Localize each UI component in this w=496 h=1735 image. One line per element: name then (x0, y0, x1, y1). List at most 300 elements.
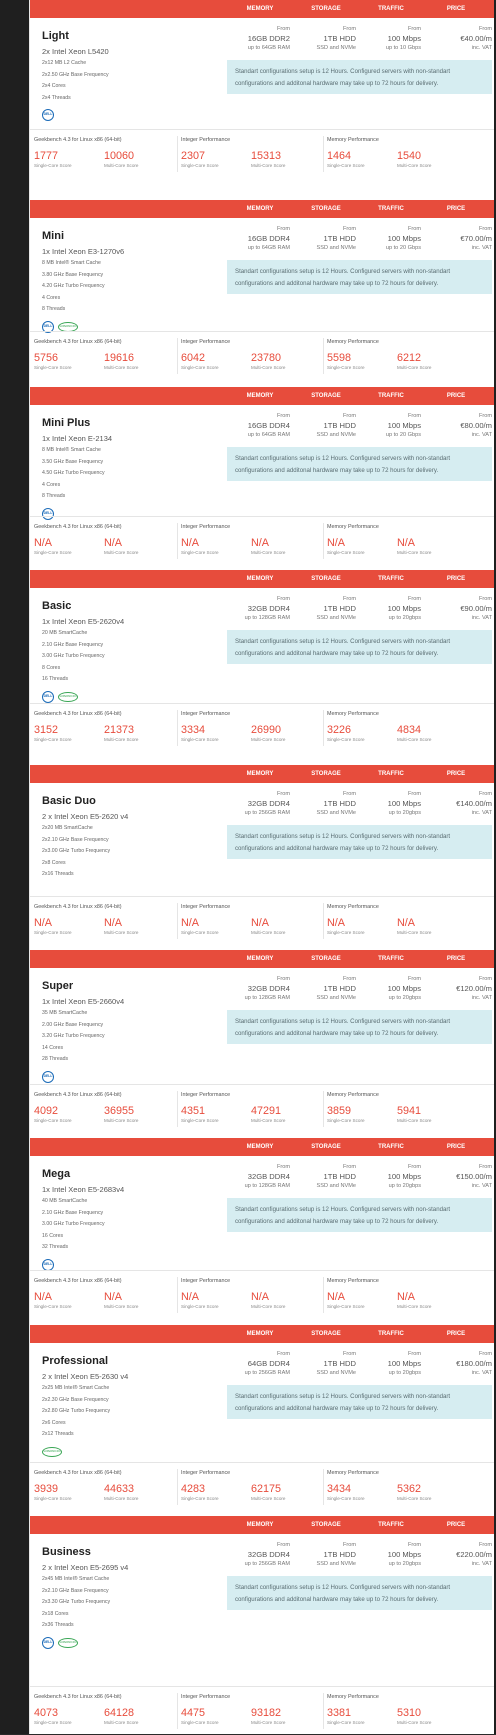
traffic-sub: up to 20gbps (388, 995, 421, 1001)
dell-logo: DELL (42, 321, 54, 333)
table-header (30, 200, 495, 218)
traffic-sub: up to 20 Gbps (385, 432, 421, 438)
storage-value: 1TB HDD (323, 34, 356, 43)
memory-header: MEMORY (246, 1331, 274, 1337)
price-sub: inc. VAT (471, 432, 492, 438)
storage-header: STORAGE (311, 1522, 341, 1528)
supermicro-logo: SUPERMICRO (58, 1638, 78, 1648)
memory_perf-title: Memory Performance (327, 524, 379, 530)
memory_perf-multi-score: 4834 (397, 724, 422, 736)
table-header (30, 1516, 495, 1534)
single-core-label: Single-Core Score (181, 365, 219, 370)
spec-item: 14 Cores (42, 1044, 64, 1051)
storage-value: 1TB HDD (323, 984, 356, 993)
memory_perf-title: Memory Performance (327, 1278, 379, 1284)
table-header (30, 0, 495, 18)
memory-sub: up to 64GB RAM (247, 45, 290, 51)
benchmark-divider (177, 136, 178, 172)
memory-sub: up to 64GB RAM (247, 245, 290, 251)
from-label: From (478, 791, 492, 797)
cpu-specs (42, 1383, 110, 1441)
memory-header: MEMORY (246, 206, 274, 212)
memory_perf-single-score: 3226 (327, 724, 352, 736)
spec-item: 4 Cores (42, 294, 61, 301)
traffic-value: 100 Mbps (387, 799, 421, 808)
benchmark-divider (323, 903, 324, 939)
memory-sub: up to 256GB RAM (244, 1561, 290, 1567)
spec-item: 2x12 MB L2 Cache (42, 60, 87, 66)
server-name: Mega (42, 1168, 71, 1180)
integer-multi-score: 15313 (251, 150, 282, 162)
spec-item: 2.10 GHz Base Frequency (42, 1209, 104, 1216)
spec-item: 8 MB Intel® Smart Cache (42, 260, 101, 266)
single-core-label: Single-Core Score (181, 1720, 219, 1725)
integer-single-score: 4351 (181, 1105, 206, 1117)
from-label: From (276, 413, 290, 419)
server-card (30, 1325, 495, 1510)
geekbench-title: Geekbench 4.3 for Linux x86 (64-bit) (34, 904, 122, 910)
single-core-label: Single-Core Score (34, 550, 72, 555)
benchmark-row (30, 129, 495, 178)
spec-item: 8 Cores (42, 664, 61, 671)
integer-multi-score: N/A (251, 917, 269, 929)
spec-item: 2x18 Cores (42, 1610, 69, 1617)
integer-title: Integer Performance (181, 904, 231, 910)
from-label: From (478, 596, 492, 602)
table-header (30, 765, 495, 783)
spec-item: 2x2.30 GHz Base Frequency (42, 1396, 109, 1403)
multi-core-label: Multi-Core Score (104, 737, 139, 742)
storage-header: STORAGE (311, 956, 341, 962)
vendor-logos (42, 1068, 58, 1080)
price-sub: inc. VAT (471, 1561, 492, 1567)
memory_perf-multi-score: 5941 (397, 1105, 422, 1117)
price-header: PRICE (446, 771, 466, 777)
single-core-label: Single-Core Score (327, 1118, 365, 1123)
from-label: From (407, 1164, 421, 1170)
multi-core-label: Multi-Core Score (397, 1304, 432, 1309)
integer-single-score: 2307 (181, 150, 206, 162)
memory_perf-single-score: 3859 (327, 1105, 352, 1117)
memory_perf-multi-score: N/A (397, 1291, 415, 1303)
price-header: PRICE (446, 206, 466, 212)
vendor-logos (42, 1256, 58, 1268)
spec-item: 2.00 GHz Base Frequency (42, 1021, 104, 1028)
benchmark-divider (323, 338, 324, 374)
geekbench-title: Geekbench 4.3 for Linux x86 (64-bit) (34, 1278, 122, 1284)
cpu-specs (42, 628, 105, 686)
server-card (30, 387, 495, 564)
spec-item: 32 Threads (42, 1244, 69, 1251)
geekbench-single-score: 3939 (34, 1483, 59, 1495)
memory-header: MEMORY (246, 1144, 274, 1150)
multi-core-label: Multi-Core Score (251, 550, 286, 555)
spec-item: 2x3.30 GHz Turbo Frequency (42, 1599, 111, 1606)
geekbench-single-score: N/A (34, 537, 52, 549)
cpu-specs (42, 1574, 110, 1632)
geekbench-title: Geekbench 4.3 for Linux x86 (64-bit) (34, 1092, 122, 1098)
spec-item: 2x25 MB Intel® Smart Cache (42, 1385, 110, 1391)
price-header: PRICE (446, 6, 466, 12)
multi-core-label: Multi-Core Score (251, 1304, 286, 1309)
single-core-label: Single-Core Score (327, 1496, 365, 1501)
traffic-sub: up to 20gbps (388, 1183, 421, 1189)
multi-core-label: Multi-Core Score (397, 365, 432, 370)
single-core-label: Single-Core Score (181, 163, 219, 168)
multi-core-label: Multi-Core Score (251, 737, 286, 742)
geekbench-multi-score: N/A (104, 537, 122, 549)
memory_perf-title: Memory Performance (327, 339, 379, 345)
benchmark-divider (177, 1091, 178, 1127)
cpu-model: 2 x Intel Xeon E5-2630 v4 (42, 1372, 129, 1381)
table-header (30, 1325, 495, 1343)
cpu-model: 1x Intel Xeon E3-1270v6 (42, 247, 125, 256)
spec-item: 3.80 GHz Base Frequency (42, 271, 104, 278)
table-header (30, 570, 495, 588)
storage-sub: SSD and NVMe (316, 432, 356, 438)
integer-title: Integer Performance (181, 524, 231, 530)
spec-item: 3.00 GHz Turbo Frequency (42, 1221, 105, 1228)
from-label: From (342, 226, 356, 232)
spec-item: 2x2.10 GHz Base Frequency (42, 1587, 109, 1594)
delivery-notice: Standart configurations setup is 12 Hours. Configured servers with non-standart configurations and additonal hardware may take up to 72 hours for delivery. (227, 447, 492, 481)
benchmark-divider (323, 710, 324, 746)
price-value: €120.00/m (456, 984, 492, 993)
from-label: From (276, 1164, 290, 1170)
memory_perf-multi-score: 5310 (397, 1707, 422, 1719)
storage-sub: SSD and NVMe (316, 1370, 356, 1376)
price-value: €180.00/m (456, 1359, 492, 1368)
server-name: Basic (42, 600, 72, 612)
benchmark-divider (323, 523, 324, 559)
memory_perf-multi-score: 6212 (397, 352, 422, 364)
storage-value: 1TB HDD (323, 799, 356, 808)
traffic-value: 100 Mbps (387, 421, 421, 430)
benchmark-row (30, 331, 495, 380)
geekbench-single-score: 4092 (34, 1105, 59, 1117)
price-value: €90.00/m (460, 604, 492, 613)
cpu-specs (42, 823, 110, 881)
memory-value: 32GB DDR4 (247, 984, 290, 993)
multi-core-label: Multi-Core Score (104, 163, 139, 168)
traffic-header: TRAFFIC (378, 1144, 404, 1150)
memory_perf-single-score: N/A (327, 1291, 345, 1303)
from-label: From (407, 1542, 421, 1548)
cpu-specs (42, 58, 109, 104)
spec-item: 2x12 Threads (42, 1431, 74, 1438)
benchmark-divider (177, 338, 178, 374)
memory_perf-title: Memory Performance (327, 1470, 379, 1476)
multi-core-label: Multi-Core Score (397, 163, 432, 168)
single-core-label: Single-Core Score (181, 1496, 219, 1501)
from-label: From (342, 1542, 356, 1548)
price-sub: inc. VAT (471, 45, 492, 51)
single-core-label: Single-Core Score (327, 1720, 365, 1725)
single-core-label: Single-Core Score (327, 737, 365, 742)
from-label: From (342, 1351, 356, 1357)
memory-value: 32GB DDR4 (247, 1172, 290, 1181)
integer-single-score: 3334 (181, 724, 206, 736)
single-core-label: Single-Core Score (34, 1720, 72, 1725)
supermicro-logo: SUPERMICRO (58, 322, 78, 332)
from-label: From (276, 791, 290, 797)
memory_perf-single-score: 3381 (327, 1707, 352, 1719)
spec-item: 8 MB Intel® Smart Cache (42, 447, 101, 453)
from-label: From (407, 226, 421, 232)
from-label: From (342, 1164, 356, 1170)
cpu-model: 2 x Intel Xeon E5-2620 v4 (42, 812, 129, 821)
memory_perf-single-score: 1464 (327, 150, 352, 162)
price-sub: inc. VAT (471, 1370, 492, 1376)
geekbench-single-score: 5756 (34, 352, 59, 364)
dell-logo: DELL (42, 691, 54, 703)
server-name: Super (42, 980, 74, 992)
server-card (30, 765, 495, 944)
benchmark-divider (177, 1693, 178, 1729)
server-card (30, 200, 495, 379)
cpu-specs (42, 1196, 105, 1254)
single-core-label: Single-Core Score (34, 365, 72, 370)
memory_perf-multi-score: 5362 (397, 1483, 422, 1495)
geekbench-single-score: N/A (34, 1291, 52, 1303)
integer-multi-score: N/A (251, 1291, 269, 1303)
spec-item: 2x8 Cores (42, 859, 66, 866)
geekbench-title: Geekbench 4.3 for Linux x86 (64-bit) (34, 1470, 122, 1476)
server-name: Professional (42, 1355, 109, 1367)
integer-single-score: N/A (181, 1291, 199, 1303)
single-core-label: Single-Core Score (327, 930, 365, 935)
cpu-model: 1x Intel Xeon E5-2683v4 (42, 1185, 125, 1194)
server-card (30, 1516, 495, 1734)
server-name: Mini (42, 230, 64, 242)
geekbench-single-score: 1777 (34, 150, 59, 162)
price-sub: inc. VAT (471, 245, 492, 251)
price-sub: inc. VAT (471, 1183, 492, 1189)
from-label: From (276, 976, 290, 982)
from-label: From (342, 413, 356, 419)
table-header (30, 950, 495, 968)
geekbench-multi-score: 21373 (104, 724, 135, 736)
from-label: From (478, 413, 492, 419)
geekbench-title: Geekbench 4.3 for Linux x86 (64-bit) (34, 711, 122, 717)
memory-value: 32GB DDR4 (247, 1550, 290, 1559)
multi-core-label: Multi-Core Score (104, 1720, 139, 1725)
multi-core-label: Multi-Core Score (397, 550, 432, 555)
geekbench-multi-score: 36955 (104, 1105, 135, 1117)
memory-value: 16GB DDR4 (247, 421, 290, 430)
integer-title: Integer Performance (181, 137, 231, 143)
price-sub: inc. VAT (471, 995, 492, 1001)
integer-single-score: N/A (181, 917, 199, 929)
geekbench-multi-score: 44633 (104, 1483, 135, 1495)
integer-multi-score: 23780 (251, 352, 282, 364)
spec-item: 3.50 GHz Base Frequency (42, 458, 104, 465)
benchmark-divider (177, 1277, 178, 1313)
multi-core-label: Multi-Core Score (397, 737, 432, 742)
memory-value: 16GB DDR2 (247, 34, 290, 43)
spec-item: 8 Threads (42, 493, 66, 500)
spec-item: 2x36 Threads (42, 1622, 74, 1629)
spec-item: 40 MB SmartCache (42, 1198, 88, 1204)
geekbench-multi-score: 10060 (104, 150, 135, 162)
geekbench-title: Geekbench 4.3 for Linux x86 (64-bit) (34, 137, 122, 143)
memory_perf-single-score: N/A (327, 917, 345, 929)
geekbench-multi-score: N/A (104, 1291, 122, 1303)
from-label: From (342, 596, 356, 602)
traffic-value: 100 Mbps (387, 34, 421, 43)
multi-core-label: Multi-Core Score (104, 1118, 139, 1123)
from-label: From (407, 791, 421, 797)
spec-item: 2x6 Cores (42, 1419, 66, 1426)
single-core-label: Single-Core Score (34, 1496, 72, 1501)
price-value: €150.00/m (456, 1172, 492, 1181)
server-name: Mini Plus (42, 417, 91, 429)
from-label: From (407, 413, 421, 419)
memory-header: MEMORY (246, 771, 274, 777)
multi-core-label: Multi-Core Score (104, 365, 139, 370)
single-core-label: Single-Core Score (34, 163, 72, 168)
multi-core-label: Multi-Core Score (104, 1496, 139, 1501)
cpu-model: 1x Intel Xeon E-2134 (42, 434, 113, 443)
memory-sub: up to 128GB RAM (244, 995, 290, 1001)
geekbench-title: Geekbench 4.3 for Linux x86 (64-bit) (34, 524, 122, 530)
integer-title: Integer Performance (181, 711, 231, 717)
memory-value: 32GB DDR4 (247, 799, 290, 808)
price-header: PRICE (446, 1144, 466, 1150)
server-card (30, 0, 495, 177)
multi-core-label: Multi-Core Score (397, 1118, 432, 1123)
geekbench-single-score: 3152 (34, 724, 59, 736)
memory_perf-multi-score: 1540 (397, 150, 422, 162)
price-value: €140.00/m (456, 799, 492, 808)
spec-item: 2.10 GHz Base Frequency (42, 641, 104, 648)
multi-core-label: Multi-Core Score (251, 163, 286, 168)
geekbench-single-score: N/A (34, 917, 52, 929)
from-label: From (407, 1351, 421, 1357)
delivery-notice: Standart configurations setup is 12 Hours. Configured servers with non-standart configurations and additonal hardware may take up to 72 hours for delivery. (227, 60, 492, 94)
integer-multi-score: 93182 (251, 1707, 282, 1719)
memory_perf-title: Memory Performance (327, 904, 379, 910)
traffic-value: 100 Mbps (387, 984, 421, 993)
integer-single-score: 4283 (181, 1483, 206, 1495)
integer-multi-score: 62175 (251, 1483, 282, 1495)
memory-header: MEMORY (246, 1522, 274, 1528)
single-core-label: Single-Core Score (34, 737, 72, 742)
traffic-value: 100 Mbps (387, 1172, 421, 1181)
traffic-header: TRAFFIC (378, 956, 404, 962)
storage-header: STORAGE (311, 576, 341, 582)
traffic-sub: up to 20 Gbps (385, 245, 421, 251)
spec-item: 3.00 GHz Turbo Frequency (42, 653, 105, 660)
cpu-model: 2 x Intel Xeon E5-2695 v4 (42, 1563, 129, 1572)
integer-multi-score: N/A (251, 537, 269, 549)
from-label: From (478, 1164, 492, 1170)
server-list (29, 0, 494, 1734)
integer-multi-score: 47291 (251, 1105, 282, 1117)
benchmark-row (30, 1686, 495, 1735)
from-label: From (276, 596, 290, 602)
traffic-value: 100 Mbps (387, 234, 421, 243)
memory-header: MEMORY (246, 956, 274, 962)
traffic-sub: up to 20gbps (388, 615, 421, 621)
supermicro-logo: SUPERMICRO (42, 1447, 62, 1457)
multi-core-label: Multi-Core Score (251, 1496, 286, 1501)
spec-item: 2x45 MB Intel® Smart Cache (42, 1576, 110, 1582)
spec-item: 4.20 GHz Turbo Frequency (42, 283, 105, 290)
spec-item: 4 Cores (42, 481, 61, 488)
benchmark-row (30, 896, 495, 945)
traffic-value: 100 Mbps (387, 1550, 421, 1559)
multi-core-label: Multi-Core Score (397, 1496, 432, 1501)
delivery-notice: Standart configurations setup is 12 Hours. Configured servers with non-standart configurations and additonal hardware may take up to 72 hours for delivery. (227, 825, 492, 859)
integer-single-score: 6042 (181, 352, 206, 364)
storage-sub: SSD and NVMe (316, 1561, 356, 1567)
memory_perf-single-score: 5598 (327, 352, 352, 364)
storage-sub: SSD and NVMe (316, 995, 356, 1001)
vendor-logos (42, 1443, 66, 1455)
from-label: From (342, 976, 356, 982)
single-core-label: Single-Core Score (34, 1304, 72, 1309)
memory_perf-single-score: N/A (327, 537, 345, 549)
server-name: Basic Duo (42, 795, 96, 807)
price-header: PRICE (446, 1522, 466, 1528)
benchmark-row (30, 1270, 495, 1319)
geekbench-single-score: 4073 (34, 1707, 59, 1719)
traffic-header: TRAFFIC (378, 1522, 404, 1528)
dell-logo: DELL (42, 1259, 54, 1271)
spec-item: 2x3.00 GHz Turbo Frequency (42, 848, 111, 855)
storage-value: 1TB HDD (323, 604, 356, 613)
delivery-notice: Standart configurations setup is 12 Hours. Configured servers with non-standart configurations and additonal hardware may take up to 72 hours for delivery. (227, 1385, 492, 1419)
storage-header: STORAGE (311, 1144, 341, 1150)
geekbench-title: Geekbench 4.3 for Linux x86 (64-bit) (34, 1694, 122, 1700)
delivery-notice: Standart configurations setup is 12 Hours. Configured servers with non-standart configurations and additonal hardware may take up to 72 hours for delivery. (227, 630, 492, 664)
storage-header: STORAGE (311, 6, 341, 12)
price-header: PRICE (446, 576, 466, 582)
memory_perf-title: Memory Performance (327, 1092, 379, 1098)
geekbench-title: Geekbench 4.3 for Linux x86 (64-bit) (34, 339, 122, 345)
spec-item: 2x2.50 GHz Base Frequency (42, 71, 109, 78)
from-label: From (407, 26, 421, 32)
memory_perf-title: Memory Performance (327, 711, 379, 717)
benchmark-divider (177, 523, 178, 559)
traffic-header: TRAFFIC (378, 6, 404, 12)
spec-item: 2x4 Cores (42, 83, 66, 90)
multi-core-label: Multi-Core Score (104, 1304, 139, 1309)
benchmark-divider (177, 1469, 178, 1505)
storage-value: 1TB HDD (323, 421, 356, 430)
traffic-header: TRAFFIC (378, 576, 404, 582)
from-label: From (342, 791, 356, 797)
from-label: From (276, 1542, 290, 1548)
benchmark-divider (323, 1469, 324, 1505)
vendor-logos (42, 688, 82, 700)
spec-item: 3.20 GHz Turbo Frequency (42, 1033, 105, 1040)
from-label: From (478, 976, 492, 982)
single-core-label: Single-Core Score (327, 365, 365, 370)
memory-header: MEMORY (246, 576, 274, 582)
spec-item: 35 MB SmartCache (42, 1010, 88, 1016)
spec-item: 2x4 Threads (42, 94, 71, 101)
table-header (30, 1138, 495, 1156)
vendor-logos (42, 1634, 82, 1646)
memory-sub: up to 64GB RAM (247, 432, 290, 438)
storage-sub: SSD and NVMe (316, 615, 356, 621)
memory-value: 64GB DDR4 (247, 1359, 290, 1368)
single-core-label: Single-Core Score (327, 550, 365, 555)
price-value: €70.00/m (460, 234, 492, 243)
single-core-label: Single-Core Score (181, 1304, 219, 1309)
